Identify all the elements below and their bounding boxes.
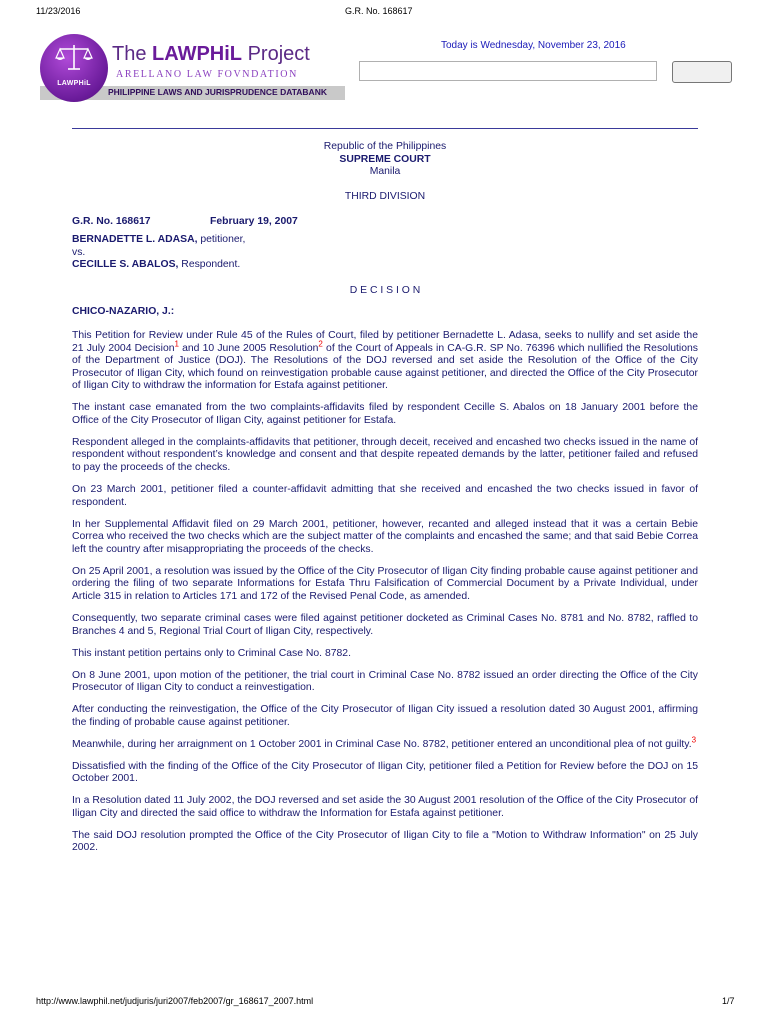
search-input[interactable]: [359, 61, 657, 81]
respondent-line: [72, 259, 698, 272]
scales-of-justice-icon: [55, 43, 93, 71]
today-date: Today is Wednesday, November 23, 2016: [441, 40, 626, 51]
petitioner-role: petitioner,: [197, 233, 246, 245]
ponente: CHICO-NAZARIO, J.:: [72, 306, 175, 318]
paragraph: In a Resolution dated 11 July 2002, the DOJ reversed and set aside the 30 August 2001 resolution of the Office of the City Prosecutor of Iligan City and directed the said office to withdraw the Information for Estafa against petitioner.: [72, 795, 698, 819]
respondent-role: Respondent.: [178, 259, 241, 271]
paragraph: After conducting the reinvestigation, the Office of the City Prosecutor of Iligan City issued a resolution dated 30 August 2001, affirming the finding of probable cause against petitioner.: [72, 704, 698, 728]
paragraph: Dissatisfied with the finding of the Office of the City Prosecutor of Iligan City, petitioner filed a Petition for Review before the DOJ on 15 October 2001.: [72, 760, 698, 785]
print-title: G.R. No. 168617: [345, 6, 413, 16]
versus: vs.: [72, 246, 86, 258]
p1-text-b: and 10 June 2005 Resolution: [178, 342, 319, 354]
logo-title-pre: The: [112, 43, 153, 65]
footnote-1-link[interactable]: 1: [174, 339, 179, 349]
footnote-2-link[interactable]: 2: [318, 339, 323, 349]
paragraph-arraignment: [72, 735, 698, 752]
footnote-3-link[interactable]: 3: [691, 735, 697, 745]
petitioner-line: [72, 234, 698, 247]
respondent-name: CECILLE S. ABALOS,: [72, 259, 179, 271]
logo-title-brand: LAWPHiL: [152, 43, 243, 65]
paragraph-1: [72, 330, 698, 393]
logo-title-post: Project: [242, 43, 310, 65]
paragraph: The instant case emanated from the two complaints-affidavits filed by respondent Cecille S. Abalos on 18 January 2001 before the Office of the City Prosecutor of Iligan City, against petitioner for Estafa.: [72, 402, 698, 426]
p1-text-c: of the Court of Appeals in CA-G.R. SP No. 76396 which nullified the Resolutions of the Department of Justice (DOJ). The Resolutions of the DOJ reversed and set aside the Resolution of the Office of the City Prosecutor of Iligan City, which found on reinvestigation probable cause against petitioner, and directed the Office of the City Prosecutor of Iligan City to withdraw the information for Estafa against petitioner.: [72, 342, 698, 392]
decision-date: February 19, 2007: [210, 216, 298, 228]
paragraph: On 25 April 2001, a resolution was issued by the Office of the City Prosecutor of Iligan City finding probable cause against petitioner and ordering the filing of two separate Informations for Estafa Thru Falsification of Commercial Document by a Private Individual, under Article 315 in relation to Articles 171 and 172 of the Revised Penal Code, as amended.: [72, 565, 698, 602]
paragraph: Consequently, two separate criminal cases were filed against petitioner docketed as Criminal Cases No. 8781 and No. 8782, raffled to Branches 4 and 5, Regional Trial Court of Iligan City, respectively.: [72, 612, 698, 637]
page-url: http://www.lawphil.net/judjuris/juri2007/feb2007/gr_168617_2007.html: [36, 996, 314, 1006]
paragraph: The said DOJ resolution prompted the Office of the City Prosecutor of Iligan City to file a "Motion to Withdraw Information" on 25 July 2002.: [72, 829, 698, 854]
republic-line: Republic of the Philippines: [323, 141, 447, 152]
paragraph: This instant petition pertains only to Criminal Case No. 8782.: [72, 647, 351, 659]
paragraph: On 8 June 2001, upon motion of the petitioner, the trial court in Criminal Case No. 8782 issued an order directing the Office of the City Prosecutor of Iligan City to conduct a reinvestigation.: [72, 669, 698, 694]
paragraph: Respondent alleged in the complaints-affidavits that petitioner, through deceit, received and encashed two checks issued in the name of respondent without respondent’s knowledge and consent and that despite repeated demands by the latter, petitioner failed and refused to pay the proceeds of the checks.: [72, 436, 698, 474]
court-city: Manila: [369, 166, 401, 178]
petitioner-name: BERNADETTE L. ADASA,: [72, 233, 198, 245]
logo-emblem: [40, 34, 108, 102]
decision-title: D E C I S I O N: [349, 284, 421, 296]
p1-text-a: This Petition for Review under Rule 45 of the Rules of Court, filed by petitioner Bernadette L. Adasa, seeks to nullify and set aside the 21 July 2004 Decision: [72, 329, 698, 354]
division: THIRD DIVISION: [344, 190, 426, 202]
logo-subtitle: ARELLANO LAW FOVNDATION: [116, 69, 298, 80]
logo-tagline: PHILIPPINE LAWS AND JURISPRUDENCE DATABANK: [108, 87, 327, 97]
gr-number: G.R. No. 168617: [72, 216, 151, 228]
case-caption: [72, 216, 698, 229]
paragraph: In her Supplemental Affidavit filed on 29 March 2001, petitioner, however, recanted and alleged instead that it was a certain Bebie Correa who received the two checks which are the subject matter of the complaints and encashed the same; and that said Bebie Correa left the country after misappropriating the proceeds of the checks.: [72, 518, 698, 555]
arraignment-text: Meanwhile, during her arraignment on 1 October 2001 in Criminal Case No. 8782, petitioner entered an unconditional plea of not guilty.: [72, 738, 692, 750]
print-date: 11/23/2016: [36, 6, 81, 16]
paragraph: On 23 March 2001, petitioner filed a counter-affidavit admitting that she received and encashed the two checks issued in favor of respondent.: [72, 484, 698, 508]
court-name: SUPREME COURT: [339, 153, 431, 165]
header-divider: [72, 128, 698, 129]
logo-title: [112, 43, 310, 66]
decision-document: [72, 141, 698, 855]
page-count: 1/7: [722, 996, 735, 1006]
search-button[interactable]: [672, 61, 732, 83]
lawphil-logo[interactable]: [40, 31, 345, 107]
logo-badge-text: LAWPHiL: [57, 80, 91, 87]
